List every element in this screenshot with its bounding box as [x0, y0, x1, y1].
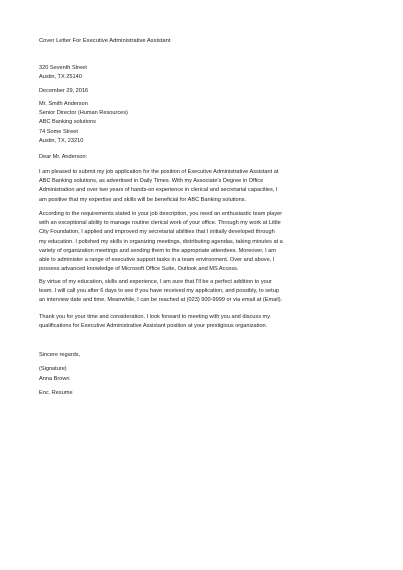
paragraph-2 [39, 210, 283, 274]
sender-name: Anna Brown [39, 376, 70, 382]
sender-address-line: Austin, TX 25140 [39, 74, 82, 81]
paragraph-line: According to the requirements stated in your job description, you need an enthusiastic team player [39, 211, 283, 217]
paragraph-line: with an exceptional ability to manage routine clerical work of your office. Through my work at Little [39, 220, 281, 227]
paragraph-line: ABC Banking solutions, as advertised in Daily Times. With my Associate's Degree in Office [39, 178, 264, 185]
sender-address-line: 320 Seventh Street [39, 65, 87, 71]
paragraph-line: an interview date and time. Meanwhile, I can be reached at (023) 900-9999 or via email at (Email). [39, 297, 283, 304]
paragraph-3 [39, 278, 282, 306]
paragraph-4 [39, 313, 270, 331]
recipient-line: 74 Some Street [39, 128, 78, 135]
sender-address [39, 64, 87, 82]
letter-title: Cover Letter For Executive Administrative Assistant [39, 38, 171, 44]
paragraph-line: I am pleased to submit my job application for the position of Executive Administrative Assistant at [39, 169, 279, 175]
paragraph-line: my education. I polished my skills in organizing meetings, distributing agendas, taking minutes at a [39, 238, 283, 245]
recipient-line: Austin, TX, 23210 [39, 137, 84, 144]
recipient-address [39, 100, 128, 146]
enclosure: Enc. Resume [39, 390, 73, 396]
paragraph-line: able to administer a range of executive support tasks in a team environment. Over and above, I [39, 257, 275, 264]
recipient-line: Mr. Smith Anderson [39, 101, 88, 107]
paragraph-line: possess advanced knowledge of Microsoft Office Suite, Outlook and MS Access. [39, 266, 239, 273]
paragraph-line: By virtue of my education, skills and experience, I am sure that I'll be a perfect addition to your [39, 279, 272, 285]
paragraph-line: Administration and over two years of hands-on experience in clerical and secretarial capacities, I [39, 187, 278, 194]
paragraph-line: variety of organization meetings and sending them to the appropriate attendees. Moreover, I am [39, 247, 276, 254]
paragraph-1 [39, 168, 278, 205]
paragraph-line: am positive that my expertise and skills will be beneficial for ABC Banking solutions. [39, 196, 247, 203]
paragraph-line: City Foundation, I applied and improved my secretarial abilities that I initially developed through [39, 229, 275, 236]
paragraph-line: team. I will call you after 6 days to see if you have received my application, and possibly, to setup [39, 288, 279, 295]
salutation: Dear Mr. Anderson: [39, 154, 88, 160]
recipient-line: ABC Banking solutions [39, 119, 96, 126]
paragraph-line: Thank you for your time and consideration. I look forward to meeting with you and discuss my [39, 314, 271, 320]
signature-placeholder: (Signature) [39, 366, 67, 372]
paragraph-line: qualifications for Executive Administrative Assistant position at your prestigious organization. [39, 323, 268, 330]
recipient-line: Senior Director (Human Resources) [39, 110, 128, 117]
letter-date: December 29, 2016 [39, 88, 89, 94]
closing: Sincere regards, [39, 352, 81, 358]
